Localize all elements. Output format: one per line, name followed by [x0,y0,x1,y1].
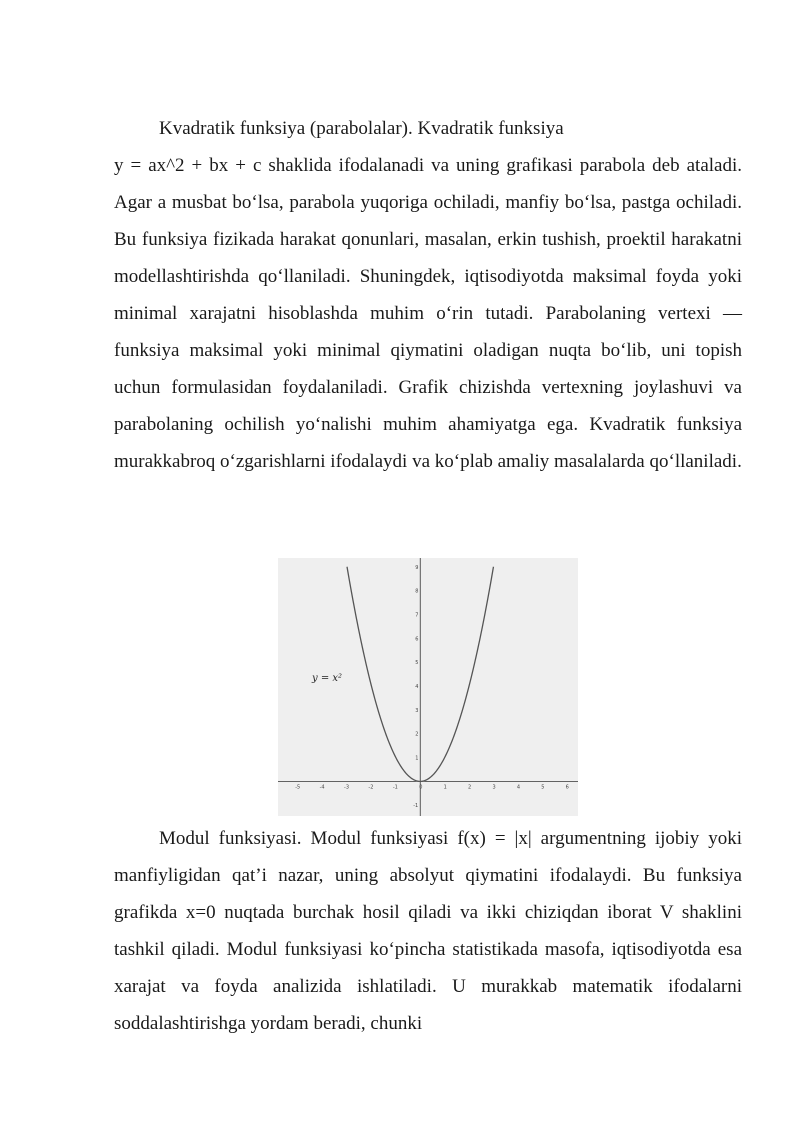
y-tick-label: 7 [415,612,419,619]
y-tick-label: 9 [415,564,419,571]
x-tick-label: -1 [392,784,398,791]
x-tick-label: 4 [516,784,521,791]
x-tick-label: -5 [295,784,301,791]
y-tick-label: 5 [415,660,419,667]
y-tick-label: 3 [415,707,419,714]
y-tick-label: 4 [415,684,419,690]
parabola-plot [278,558,578,816]
x-tick-label: 3 [492,784,496,791]
function-label: y = x² [312,673,343,684]
parabola-figure [278,558,578,816]
x-tick-label: 6 [565,784,569,791]
y-tick-label: -1 [413,803,419,810]
y-tick-label: 2 [415,731,419,738]
y-tick-label: 8 [415,588,419,595]
x-tick-label: 0 [419,784,423,791]
x-tick-label: -3 [344,784,350,791]
y-tick-label: 1 [415,755,419,762]
y-tick-label: 6 [415,636,419,643]
x-tick-label: 1 [443,784,447,791]
paragraph-quadratic-function: y = ax^2 + bx + c shaklida ifodalanadi va uning grafikasi parabola deb ataladi. Agar a musbat bo‘lsa, parabola yuqoriga ochiladi, manfiy bo‘lsa, pastga ochiladi. Bu funksiya fizikada harakat qonunlari, masalan, erkin tushish, proektil harakatni modellashtirishda qo‘llaniladi. Shuningdek, iqtisodiyotda maksimal foyda yoki minimal xarajatni hisoblashda muhim o‘rin tutadi. Parabolaning vertexi — funksiya maksimal yoki minimal qiymatini oladigan nuqta bo‘lib, uni topish uchun formulasidan foydalaniladi. Grafik chizishda vertexning joylashuvi va parabolaning ochilish yo‘nalishi muhim ahamiyatga ega. Kvadratik funksiya murakkabroq o‘zgarishlarni ifodalaydi va ko‘plab amaliy masalalarda qo‘llaniladi. [114,155,742,472]
x-tick-label: -2 [368,784,374,791]
paragraph-modulus-function: Modul funksiyasi. Modul funksiyasi f(x) = |x| argumentning ijobiy yoki manfiyligidan qat’i nazar, uning absolyut qiymatini ifodalaydi. Bu funksiya grafikda x=0 nuqtada burchak hosil qiladi va ikki chiziqdan iborat V shaklini tashkil qiladi. Modul funksiyasi ko‘pincha statistikada masofa, iqtisodiyotda esa xarajat va foyda analizida ishlatiladi. U murakkab matematik ifodalarni soddalashtirishga yordam beradi, chunki [114,828,742,1034]
x-tick-label: 5 [541,784,545,791]
section-heading-line: Kvadratik funksiya (parabolalar). Kvadratik funksiya [159,118,564,139]
x-tick-label: -4 [319,784,325,791]
x-tick-label: 2 [468,784,472,791]
